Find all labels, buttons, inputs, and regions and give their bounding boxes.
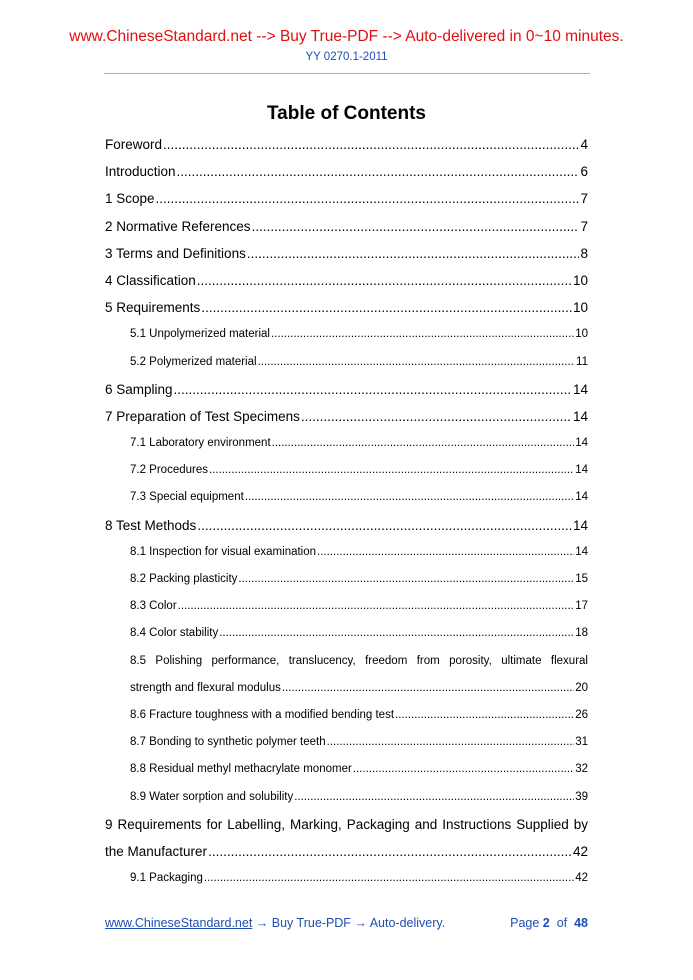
toc-entry-8-8[interactable]: 8.8 Residual methyl methacrylate monomer ..... 32 bbox=[105, 756, 588, 783]
toc-entry-classification[interactable]: 4 Classification ..... 10 bbox=[105, 267, 588, 294]
toc-entry-8-2[interactable]: 8.2 Packing plasticity ..... 15 bbox=[105, 566, 588, 593]
table-of-contents bbox=[105, 131, 588, 892]
toc-entry-8-3[interactable]: 8.3 Color ..... 17 bbox=[105, 593, 588, 620]
page-indicator: Page 2 of 48 bbox=[510, 916, 588, 930]
toc-entry-8-9[interactable]: 8.9 Water sorption and solubility ..... 39 bbox=[105, 784, 588, 811]
toc-entry-sampling[interactable]: 6 Sampling ..... 14 bbox=[105, 376, 588, 403]
toc-entry-normative-references[interactable]: 2 Normative References ..... 7 bbox=[105, 213, 588, 240]
toc-entry-requirements[interactable]: 5 Requirements ..... 10 bbox=[105, 294, 588, 321]
document-id: YY 0270.1-2011 bbox=[305, 51, 388, 63]
toc-entry-test-methods[interactable]: 8 Test Methods ..... 14 bbox=[105, 512, 588, 539]
toc-entry-scope[interactable]: 1 Scope ..... 7 bbox=[105, 185, 588, 212]
header-banner[interactable]: www.ChineseStandard.net --> Buy True-PDF --> Auto-delivered in 0~10 minutes. bbox=[69, 28, 624, 45]
toc-entry-8-7[interactable]: 8.7 Bonding to synthetic polymer teeth ..... 31 bbox=[105, 729, 588, 756]
toc-entry-7-2[interactable]: 7.2 Procedures ..... 14 bbox=[105, 457, 588, 484]
toc-entry-terms-definitions[interactable]: 3 Terms and Definitions ..... 8 bbox=[105, 240, 588, 267]
footer-link[interactable]: www.ChineseStandard.net bbox=[105, 916, 253, 930]
toc-entry-foreword[interactable]: Foreword ..... 4 bbox=[105, 131, 588, 158]
toc-entry-7-1[interactable]: 7.1 Laboratory environment ..... 14 bbox=[105, 430, 588, 457]
toc-entry-preparation[interactable]: 7 Preparation of Test Specimens ..... 14 bbox=[105, 403, 588, 430]
header-divider bbox=[104, 73, 590, 74]
page-footer bbox=[105, 916, 588, 930]
toc-entry-introduction[interactable]: Introduction ..... 6 bbox=[105, 158, 588, 185]
toc-entry-5-1[interactable]: 5.1 Unpolymerized material ..... 10 bbox=[105, 321, 588, 348]
toc-entry-9-1[interactable]: 9.1 Packaging ..... 42 bbox=[105, 865, 588, 892]
toc-entry-8-1[interactable]: 8.1 Inspection for visual examination ..... 14 bbox=[105, 539, 588, 566]
toc-entry-8-6[interactable]: 8.6 Fracture toughness with a modified bending test ..... 26 bbox=[105, 702, 588, 729]
toc-entry-8-5[interactable]: 8.5 Polishing performance, translucency, freedom from porosity, ultimate flexural strength and flexural modulus ..... 20 bbox=[105, 648, 588, 702]
toc-entry-7-3[interactable]: 7.3 Special equipment ..... 14 bbox=[105, 484, 588, 511]
toc-entry-5-2[interactable]: 5.2 Polymerized material ..... 11 bbox=[105, 349, 588, 376]
footer-text: → Buy True-PDF → Auto-delivery. bbox=[252, 916, 446, 930]
page-title: Table of Contents bbox=[266, 103, 427, 124]
toc-entry-labelling[interactable]: 9 Requirements for Labelling, Marking, Packaging and Instructions Supplied by the Manufacturer ..... 42 bbox=[105, 811, 588, 865]
toc-entry-8-4[interactable]: 8.4 Color stability ..... 18 bbox=[105, 620, 588, 647]
